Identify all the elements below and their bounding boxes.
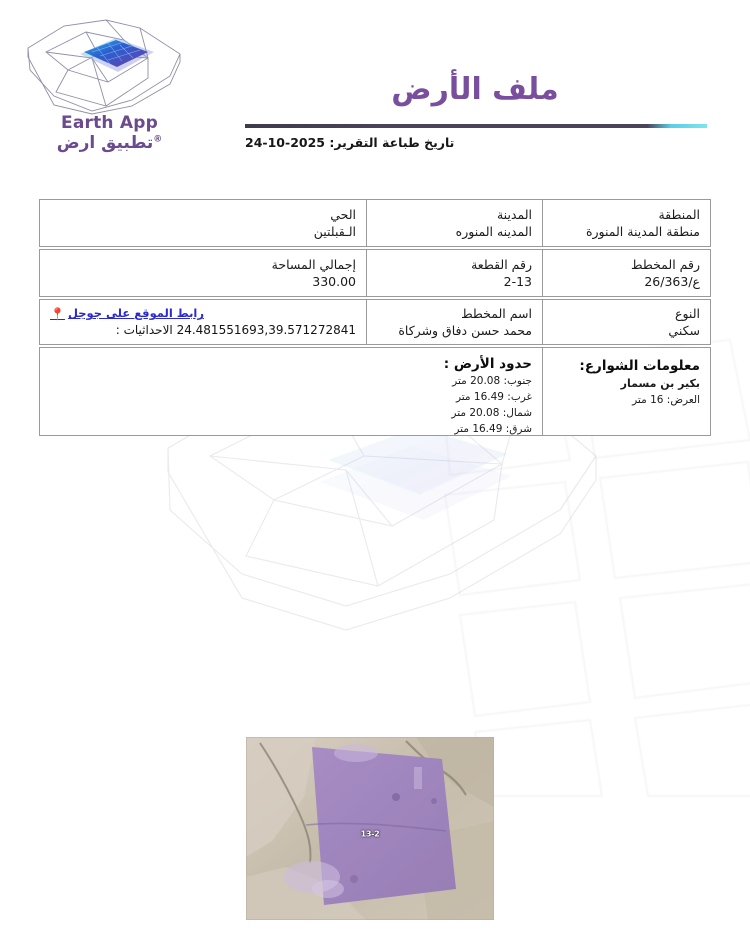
street-width: العرض: 16 متر [632,393,700,406]
total-area-cell [40,250,366,296]
plan-number-label: رقم المخطط [630,256,700,272]
report-date: تاريخ طباعة التقرير: 2025-10-24 [245,135,455,150]
parcel-number-cell [366,250,542,296]
total-area-label: إجمالي المساحة [271,256,356,272]
page-title: ملف الأرض [391,72,559,107]
coordinates-value: 24.481551693,39.571272841 [176,323,356,338]
district-value: الـقبلتين [313,223,356,239]
land-info-table [39,199,711,438]
type-cell [542,300,710,344]
streets-info-cell [542,348,710,435]
city-value: المدينه المنوره [455,223,532,239]
plan-name-value: محمد حسن دفاق وشركاة [398,322,532,338]
plan-number-cell [542,250,710,296]
boundary-north: شمال: 20.08 متر [451,406,532,419]
land-boundaries-cell [40,348,542,435]
map-pin-icon: 📍 [50,306,65,321]
type-value: سكني [668,322,700,338]
street-name: بكير بن مسمار [620,377,700,391]
type-label: النوع [675,305,700,321]
boundary-west: غرب: 16.49 متر [455,391,532,403]
total-area-value: 330.00 [312,273,356,289]
table-row [39,347,711,436]
plan-number-value: ع/26/363 [644,273,700,289]
satellite-parcel-map [246,737,494,920]
coordinates-line [50,322,356,339]
region-label: المنطقة [658,206,700,222]
table-row [39,199,711,247]
location-link-cell[interactable] [40,300,366,344]
parcel-number-label: رقم القطعة [471,256,532,272]
brand-name-en: Earth App [61,113,158,133]
region-value: منطقة المدينة المنورة [585,223,700,239]
district-cell [40,200,366,246]
city-label: المدينة [496,206,532,222]
streets-info-title: معلومات الشوارع: [579,358,700,374]
registered-mark-icon: ® [153,134,163,145]
brand-name-ar-text: تطبيق ارض [56,132,154,153]
isometric-plot-highlight-watermark [300,420,530,550]
land-boundaries-title: حدود الأرض : [443,356,532,372]
plan-name-label: اسم المخطط [461,305,532,321]
brand-logo-block [12,14,207,153]
city-cell [366,200,542,246]
boundary-south: جنوب: 20.08 متر [452,375,532,388]
table-row [39,249,711,297]
google-maps-link-label: رابط الموقع على جوجل [67,306,204,321]
parcel-label: 13-2 [360,829,380,839]
table-row [39,299,711,345]
region-cell [542,200,710,246]
brand-name-ar [12,134,207,153]
coordinates-label: الاحداثيات : [115,323,173,338]
google-maps-link[interactable] [50,305,356,322]
isometric-land-plot-icon [20,14,200,119]
title-divider [245,124,707,128]
district-label: الحي [330,206,356,222]
boundary-east: شرق: 16.49 متر [454,422,532,435]
plan-name-cell [366,300,542,344]
parcel-number-value: 2-13 [503,273,532,289]
